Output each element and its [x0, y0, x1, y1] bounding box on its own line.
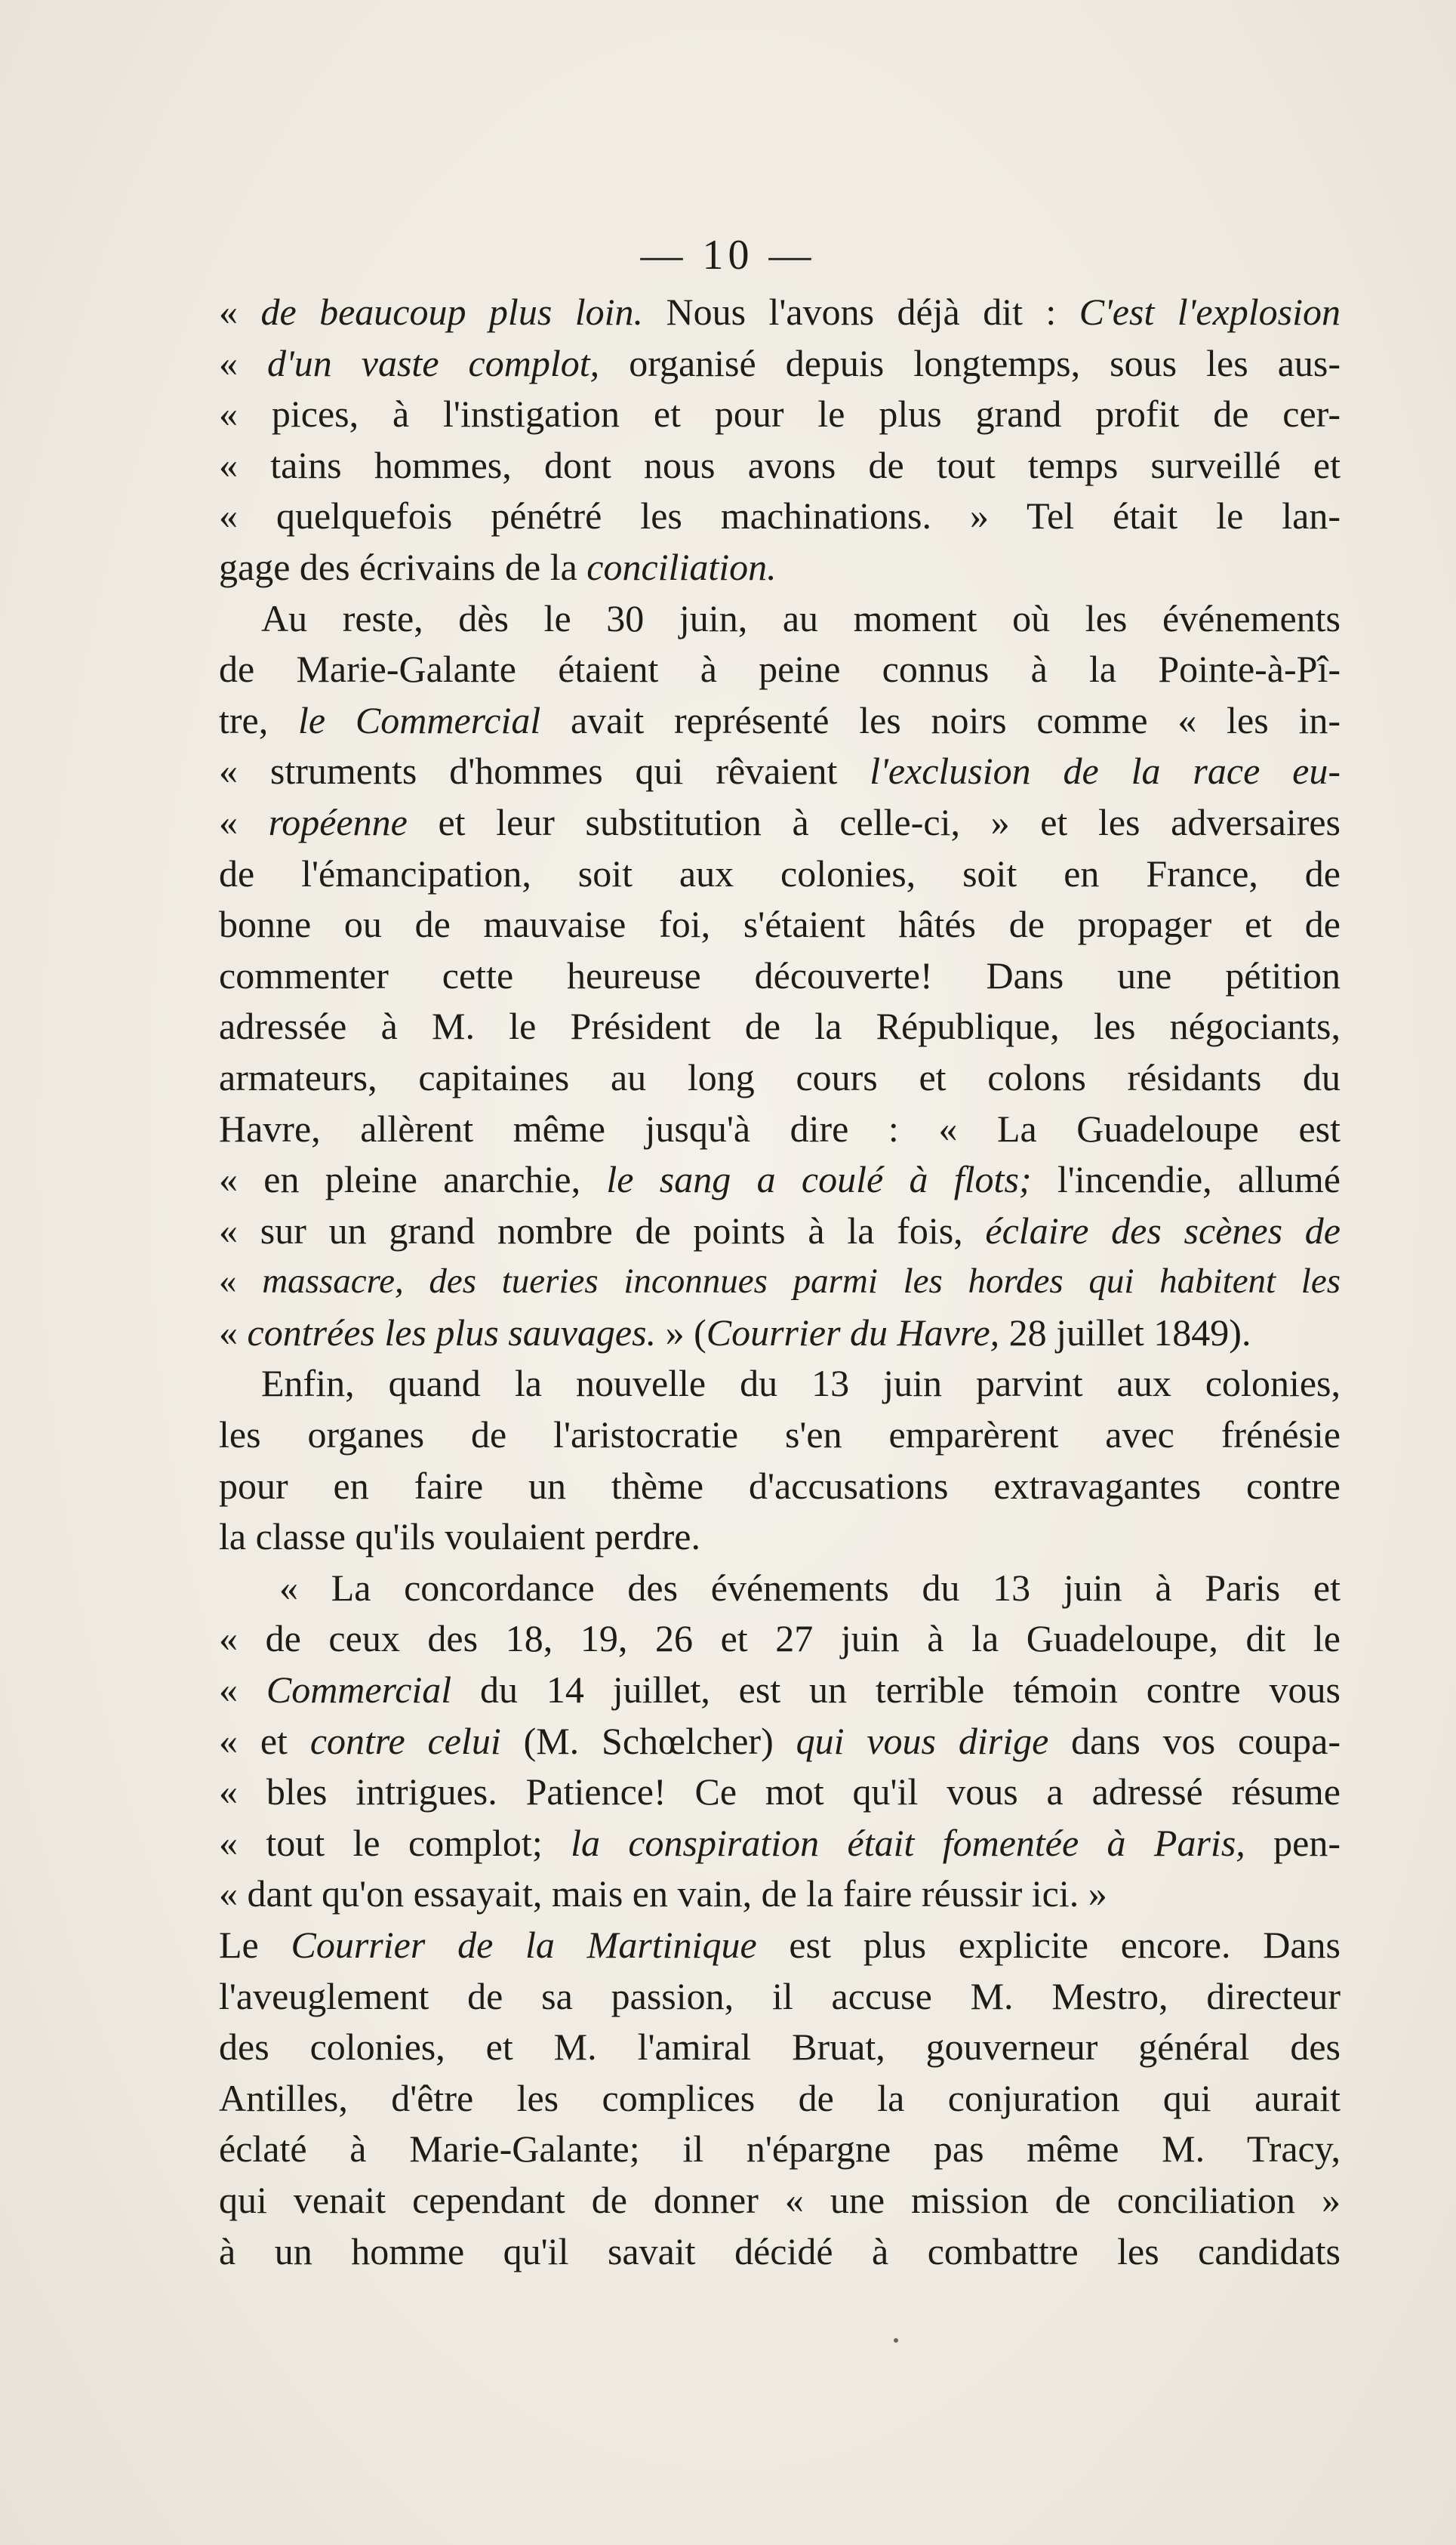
text-line — [219, 1410, 1341, 1461]
italic-segment: Courrier du Havre, — [706, 1311, 1000, 1354]
text-line — [219, 1716, 1341, 1767]
text-segment: « sur un grand nombre de points à la fois, — [219, 1209, 986, 1252]
text-line — [219, 2226, 1341, 2278]
text-segment: Le — [219, 1924, 291, 1966]
text-segment: Nous l'avons déjà dit : — [643, 291, 1079, 333]
text-segment: » ( — [656, 1311, 706, 1354]
text-line — [219, 746, 1341, 797]
ink-speck — [894, 2338, 898, 2343]
italic-segment: éclaire des scènes de — [985, 1209, 1341, 1252]
text-segment: l'aveuglement de sa passion, il accuse M. Mestro, directeur — [219, 1974, 1341, 2017]
text-line — [219, 1001, 1341, 1052]
italic-segment: C'est l'explosion — [1079, 291, 1341, 333]
text-line — [219, 389, 1341, 440]
text-segment: la classe qu'ils voulaient perdre. — [219, 1515, 700, 1558]
text-line — [219, 1665, 1341, 1716]
text-segment: les organes de l'aristocratie s'en emparèrent avec frénésie — [219, 1413, 1341, 1456]
text-segment: Havre, allèrent même jusqu'à dire : « La Guadeloupe est — [219, 1107, 1341, 1150]
text-line — [219, 491, 1341, 542]
text-line — [219, 593, 1341, 645]
text-line — [219, 1767, 1341, 1818]
text-line — [219, 797, 1341, 849]
text-segment: Antilles, d'être les complices de la conjuration qui aurait — [219, 2076, 1341, 2119]
text-segment: du 14 juillet, est un terrible témoin contre vous — [451, 1668, 1341, 1712]
italic-segment: Courrier de la Martinique — [291, 1924, 757, 1966]
text-line — [219, 1920, 1341, 1971]
text-line — [219, 2124, 1341, 2175]
text-segment: « dant qu'on essayait, mais en vain, de la faire réussir ici. » — [219, 1872, 1107, 1915]
text-segment: « de ceux des 18, 19, 26 et 27 juin à la Guadeloupe, dit le — [219, 1617, 1341, 1660]
text-line — [219, 1563, 1341, 1614]
text-segment: pour en faire un thème d'accusations extravagantes contre — [219, 1464, 1341, 1507]
text-segment: qui venait cependant de donner « une mission de conciliation » — [219, 2178, 1341, 2221]
italic-segment: le sang a coulé à flots; — [606, 1158, 1032, 1201]
text-segment: de Marie-Galante étaient à peine connus à la Pointe-à-Pî- — [219, 648, 1341, 691]
text-segment: « — [219, 291, 261, 333]
text-line — [219, 1052, 1341, 1104]
text-segment: et leur substitution à celle-ci, » et les adversaires — [407, 800, 1341, 843]
text-segment: « — [219, 800, 269, 843]
italic-segment: de beaucoup plus loin. — [260, 291, 644, 333]
text-segment: « tout le complot; — [219, 1821, 571, 1864]
text-segment: adressée à M. le Président de la République, les négociants, — [219, 1005, 1341, 1048]
text-segment: « en pleine anarchie, — [219, 1158, 607, 1201]
text-segment: organisé depuis longtemps, sous les aus- — [599, 341, 1341, 384]
text-segment: tre, — [219, 698, 299, 741]
text-line — [219, 695, 1341, 747]
text-segment: « — [219, 1668, 266, 1712]
text-line — [219, 1613, 1341, 1665]
text-line — [219, 338, 1341, 390]
text-line — [219, 1256, 1341, 1308]
text-line — [219, 1971, 1341, 2023]
text-segment: est plus explicite encore. Dans — [756, 1924, 1341, 1966]
text-segment: des colonies, et M. l'amiral Bruat, gouverneur général des — [219, 2026, 1341, 2069]
text-segment: avait représenté les noirs comme « les in- — [540, 698, 1341, 741]
text-segment: « quelquefois pénétré les machinations. » Tel était le lan- — [219, 495, 1341, 538]
italic-segment: contrées les plus sauvages. — [247, 1311, 657, 1354]
text-line — [219, 951, 1341, 1002]
text-segment: dans vos coupa- — [1048, 1719, 1341, 1762]
text-line — [219, 1511, 1341, 1563]
text-segment: Au reste, dès le 30 juin, au moment où les événements — [261, 596, 1341, 639]
text-segment: (M. Schœlcher) — [500, 1719, 796, 1762]
text-segment: commenter cette heureuse découverte! Dans une pétition — [219, 954, 1341, 997]
text-line — [219, 1818, 1341, 1869]
text-segment: Enfin, quand la nouvelle du 13 juin parvint aux colonies, — [261, 1362, 1341, 1405]
italic-segment: massacre, des tueries inconnues parmi les hordes qui habitent les — [262, 1262, 1341, 1302]
text-line — [219, 849, 1341, 900]
italic-segment: ropéenne — [268, 800, 408, 843]
text-segment: gage des écrivains de la — [219, 545, 587, 588]
text-line — [219, 2073, 1341, 2124]
text-line — [219, 899, 1341, 951]
text-segment: à un homme qu'il savait décidé à combattre les candidats — [219, 2229, 1341, 2272]
text-segment: 28 juillet 1849). — [999, 1311, 1251, 1354]
text-segment: « La concordance des événements du 13 juin à Paris et — [279, 1566, 1341, 1609]
text-line — [219, 1104, 1341, 1155]
text-segment: pen- — [1245, 1821, 1341, 1864]
text-line — [219, 287, 1341, 338]
text-segment: « — [219, 341, 268, 384]
italic-segment: Commercial — [266, 1668, 452, 1712]
text-line — [219, 2175, 1341, 2226]
text-line — [219, 542, 1341, 593]
italic-segment: l'exclusion de la race eu- — [870, 750, 1341, 793]
text-line — [219, 644, 1341, 695]
italic-segment: le Commercial — [298, 698, 541, 741]
italic-segment: contre celui — [309, 1719, 501, 1762]
text-line — [219, 440, 1341, 491]
italic-segment: d'un vaste complot, — [267, 341, 600, 384]
text-segment: « struments d'hommes qui rêvaient — [219, 750, 870, 793]
text-segment: bonne ou de mauvaise foi, s'étaient hâtés de propager et de — [219, 903, 1341, 946]
text-segment: « tains hommes, dont nous avons de tout temps surveillé et — [219, 443, 1341, 486]
text-line — [219, 1308, 1341, 1359]
text-line — [219, 1461, 1341, 1512]
text-line — [219, 1154, 1341, 1206]
text-segment: « bles intrigues. Patience! Ce mot qu'il vous a adressé résume — [219, 1770, 1341, 1813]
text-segment: « et — [219, 1719, 310, 1762]
text-segment: armateurs, capitaines au long cours et colons résidants du — [219, 1055, 1341, 1098]
text-segment: « pices, à l'instigation et pour le plus grand profit de cer- — [219, 393, 1341, 436]
text-segment: l'incendie, allumé — [1031, 1158, 1341, 1201]
italic-segment: qui vous dirige — [796, 1719, 1049, 1762]
text-segment: de l'émancipation, soit aux colonies, soit en France, de — [219, 852, 1341, 895]
text-line — [219, 1869, 1341, 1920]
text-line — [219, 1206, 1341, 1257]
text-line — [219, 1358, 1341, 1410]
italic-segment: la conspiration était fomentée à Paris, — [571, 1821, 1245, 1864]
body-text — [219, 287, 1341, 2277]
text-line — [219, 2022, 1341, 2073]
text-segment: éclaté à Marie-Galante; il n'épargne pas même M. Tracy, — [219, 2128, 1341, 2171]
text-segment: « — [219, 1262, 263, 1302]
text-segment: « — [219, 1311, 248, 1354]
italic-segment: conciliation. — [586, 545, 777, 588]
page-number: — 10 — — [640, 232, 816, 279]
